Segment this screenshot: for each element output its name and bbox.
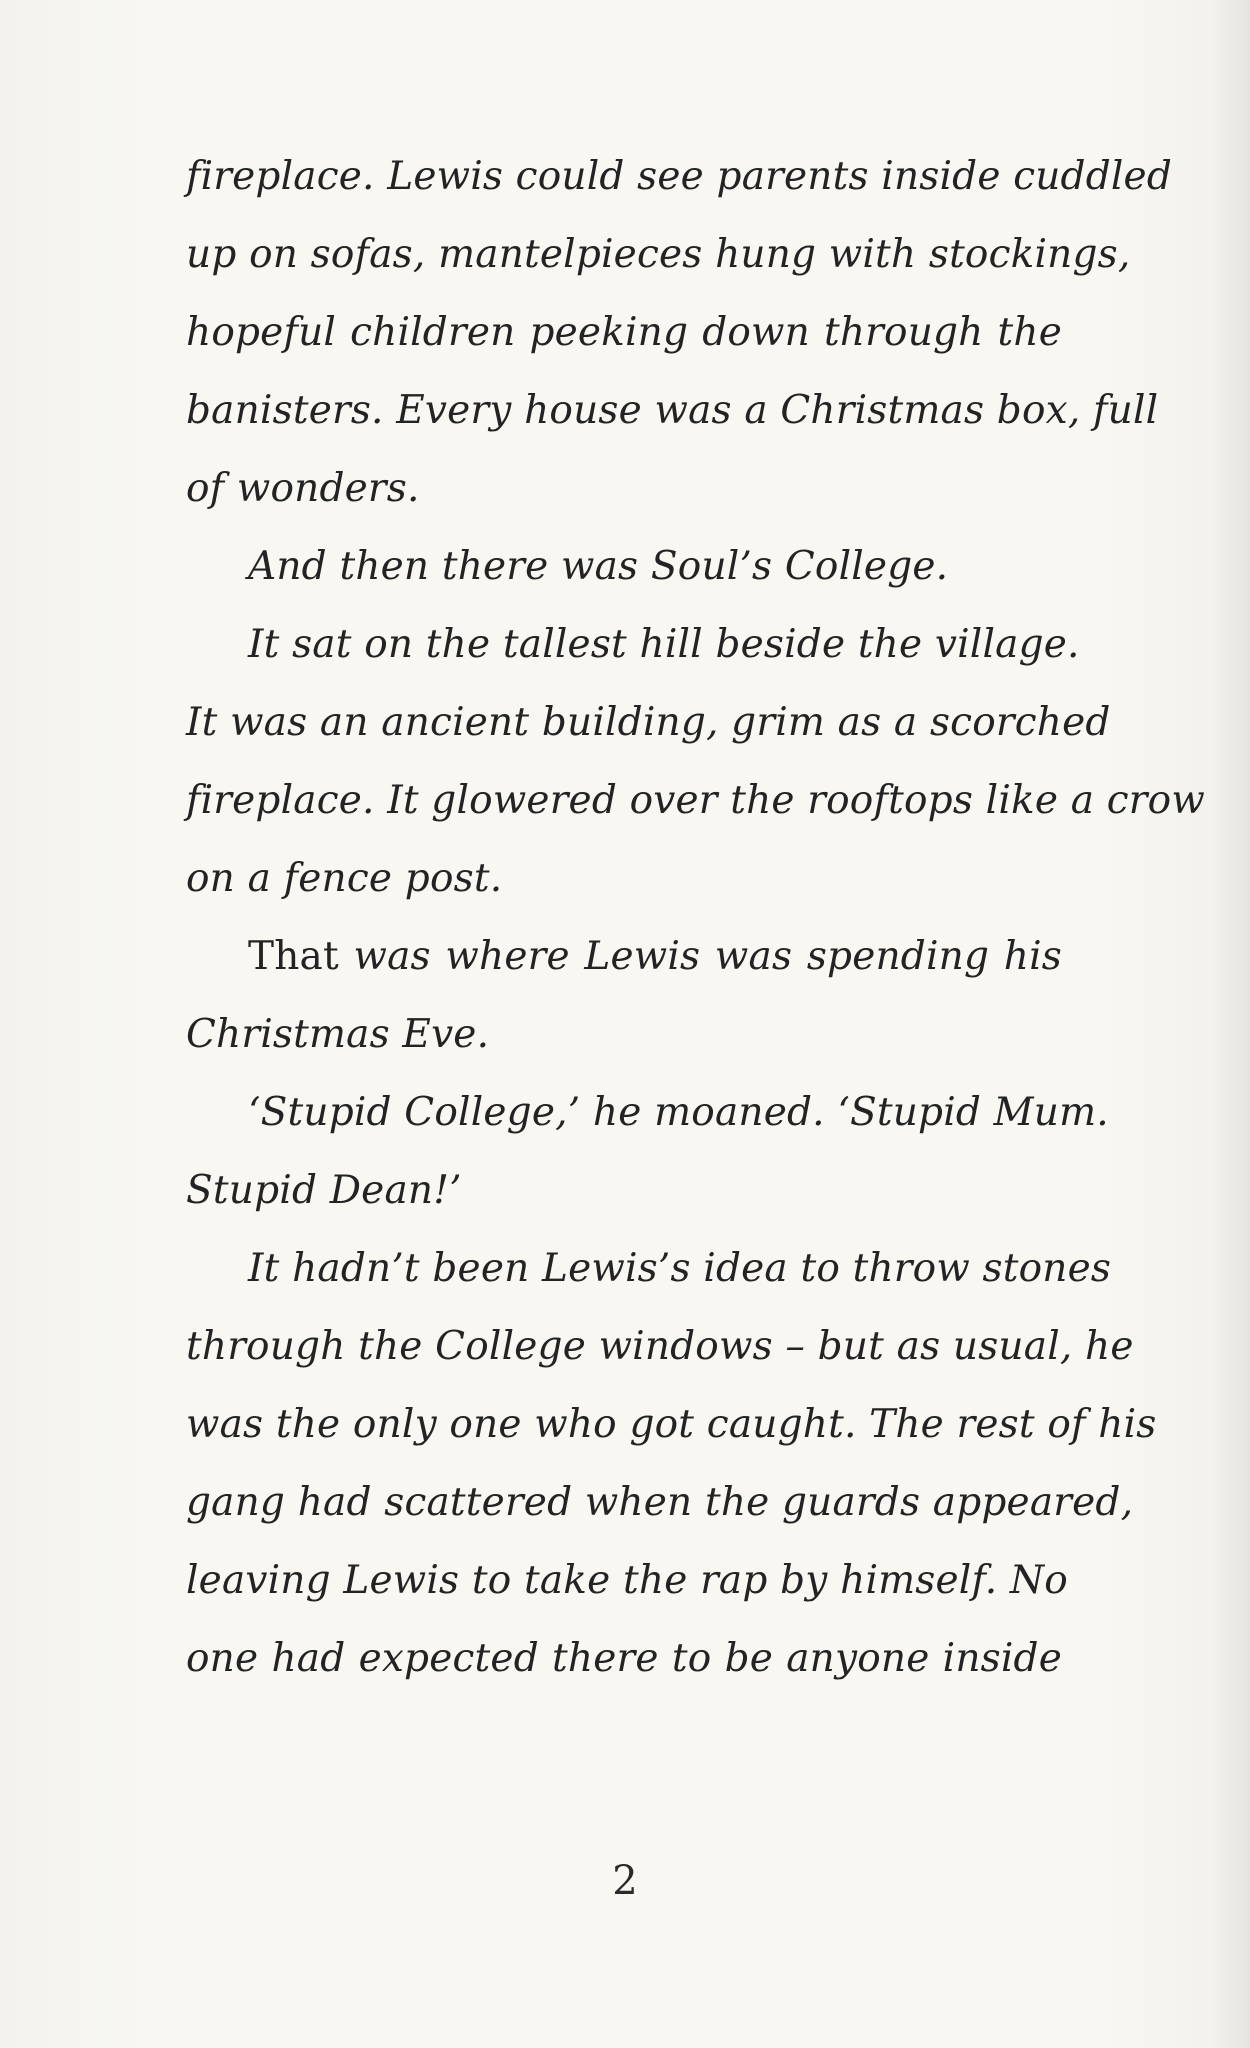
text-line: It was an ancient building, grim as a scorched	[186, 700, 1111, 745]
text-line: one had expected there to be anyone inside	[186, 1636, 1062, 1681]
text-line: And then there was Soul’s College.	[248, 544, 949, 589]
text-line: hopeful children peeking down through the	[186, 310, 1062, 355]
text-line: on a fence post.	[186, 856, 503, 901]
page-edge-shadow	[1210, 0, 1250, 2048]
text-line: Stupid Dean!’	[186, 1168, 462, 1213]
text-line: fireplace. It glowered over the rooftops like a crow	[186, 778, 1205, 823]
body-text	[186, 138, 1205, 1698]
text-line: leaving Lewis to take the rap by himself. No	[186, 1558, 1068, 1603]
text-line: It hadn’t been Lewis’s idea to throw stones	[248, 1246, 1112, 1291]
text-line: gang had scattered when the guards appeared,	[186, 1480, 1134, 1525]
text-line: fireplace. Lewis could see parents inside cuddled	[186, 154, 1172, 199]
text-line: ‘Stupid College,’ he moaned. ‘Stupid Mum.	[248, 1090, 1109, 1135]
text-line: up on sofas, mantelpieces hung with stockings,	[186, 232, 1131, 277]
page-number: 2	[612, 1858, 638, 1904]
text-line: banisters. Every house was a Christmas box, full	[186, 388, 1159, 433]
text-line: It sat on the tallest hill beside the village.	[248, 622, 1080, 667]
text-line: was the only one who got caught. The rest of his	[186, 1402, 1157, 1447]
text-line: of wonders.	[186, 466, 420, 511]
text-line: through the College windows – but as usual, he	[186, 1324, 1134, 1369]
text-line: That was where Lewis was spending his	[248, 934, 1062, 979]
text-line: Christmas Eve.	[186, 1012, 490, 1057]
